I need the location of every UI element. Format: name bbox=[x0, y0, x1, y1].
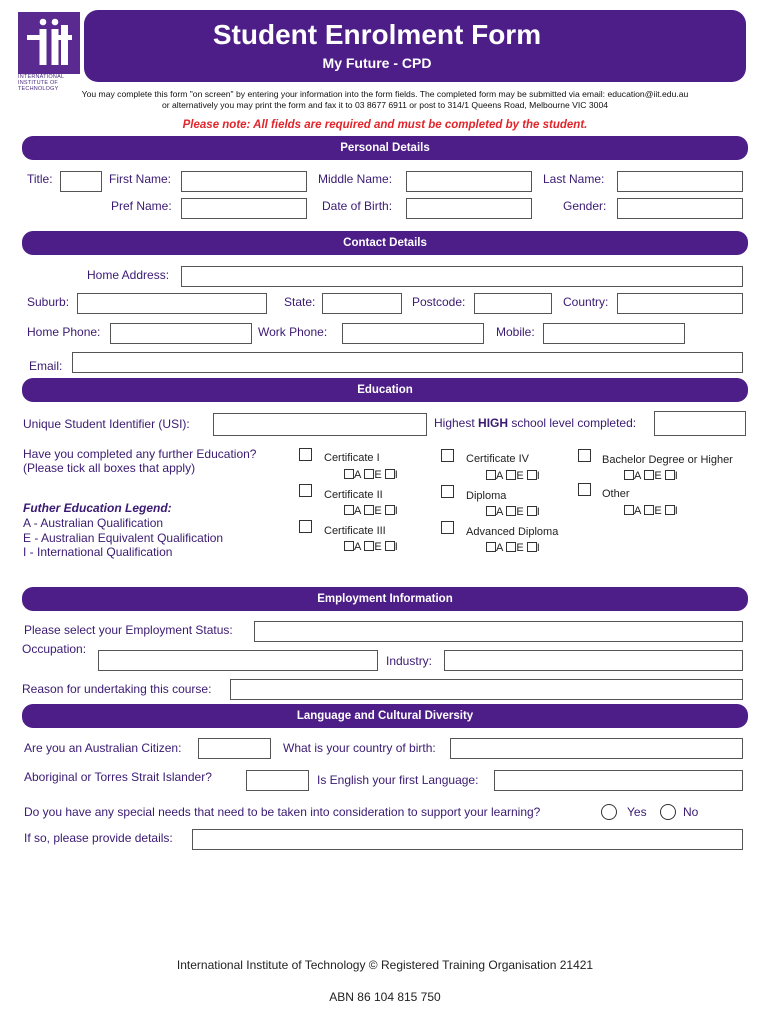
suburb-label: Suburb: bbox=[27, 295, 70, 309]
reason-label: Reason for undertaking this course: bbox=[22, 682, 212, 696]
diploma-origin: A E I bbox=[486, 506, 543, 518]
industry-field[interactable] bbox=[444, 650, 743, 671]
bachelor-i-checkbox[interactable] bbox=[665, 470, 675, 480]
adv-diploma-e-checkbox[interactable] bbox=[506, 542, 516, 552]
logo-mark bbox=[18, 12, 80, 74]
occupation-field[interactable] bbox=[98, 650, 378, 671]
form-subtitle: My Future - CPD bbox=[322, 55, 432, 71]
diploma-label: Diploma bbox=[466, 490, 507, 502]
occupation-label: Occupation: bbox=[22, 642, 87, 656]
section-education: Education bbox=[22, 378, 748, 402]
details-label: If so, please provide details: bbox=[24, 831, 173, 845]
other-a-checkbox[interactable] bbox=[624, 505, 634, 515]
dob-label: Date of Birth: bbox=[322, 199, 393, 213]
section-contact-details: Contact Details bbox=[22, 231, 748, 255]
bachelor-e-checkbox[interactable] bbox=[644, 470, 654, 480]
middle-name-label: Middle Name: bbox=[318, 172, 393, 186]
dob-field[interactable] bbox=[406, 198, 532, 219]
reason-field[interactable] bbox=[230, 679, 743, 700]
cert1-checkbox[interactable] bbox=[299, 448, 312, 461]
work-phone-label: Work Phone: bbox=[258, 325, 328, 339]
cert2-e-checkbox[interactable] bbox=[364, 505, 374, 515]
birth-country-label: What is your country of birth: bbox=[283, 741, 436, 755]
other-label: Other bbox=[602, 488, 630, 500]
iit-logo bbox=[18, 12, 78, 92]
details-field[interactable] bbox=[192, 829, 743, 850]
cert4-e-checkbox[interactable] bbox=[506, 470, 516, 480]
first-name-label: First Name: bbox=[109, 172, 172, 186]
intro-line-1: You may complete this form "on screen" by entering your information into the form fields. The completed form may be submitted via email: education@iit.edu.au bbox=[81, 89, 689, 99]
cert1-origin: A E I bbox=[344, 469, 401, 481]
cert4-a-checkbox[interactable] bbox=[486, 470, 496, 480]
cert4-i-checkbox[interactable] bbox=[527, 470, 537, 480]
home-address-label: Home Address: bbox=[87, 268, 170, 282]
country-label: Country: bbox=[563, 295, 609, 309]
pref-name-label: Pref Name: bbox=[111, 199, 172, 213]
further-education-question: Have you completed any further Education? bbox=[23, 447, 257, 461]
cert3-a-checkbox[interactable] bbox=[344, 541, 354, 551]
adv-diploma-a-checkbox[interactable] bbox=[486, 542, 496, 552]
mobile-field[interactable] bbox=[543, 323, 685, 344]
section-employment: Employment Information bbox=[22, 587, 748, 611]
gender-field[interactable] bbox=[617, 198, 743, 219]
highest-school-label: Highest HIGH school level completed: bbox=[434, 416, 637, 430]
cert1-a-checkbox[interactable] bbox=[344, 469, 354, 479]
cert1-label: Certificate I bbox=[324, 452, 380, 464]
aboriginal-label: Aboriginal or Torres Strait Islander? bbox=[24, 770, 212, 784]
cert3-label: Certificate III bbox=[324, 525, 386, 537]
section-personal-details: Personal Details bbox=[22, 136, 748, 160]
english-first-field[interactable] bbox=[494, 770, 743, 791]
first-name-field[interactable] bbox=[181, 171, 307, 192]
logo-text: INTERNATIONAL INSTITUTE OF TECHNOLOGY bbox=[18, 74, 64, 92]
last-name-field[interactable] bbox=[617, 171, 743, 192]
further-education-hint: (Please tick all boxes that apply) bbox=[23, 461, 196, 475]
middle-name-field[interactable] bbox=[406, 171, 532, 192]
employment-status-field[interactable] bbox=[254, 621, 743, 642]
adv-diploma-label: Advanced Diploma bbox=[466, 526, 559, 538]
cert2-origin: A E I bbox=[344, 505, 401, 517]
title-label: Title: bbox=[27, 172, 53, 186]
required-notice: Please note: All fields are required and must be completed by the student. bbox=[182, 119, 588, 131]
special-needs-label: Do you have any special needs that need to be taken into consideration to support your learning? bbox=[24, 805, 541, 819]
gender-label: Gender: bbox=[563, 199, 607, 213]
cert4-origin: A E I bbox=[486, 470, 543, 482]
cert2-a-checkbox[interactable] bbox=[344, 505, 354, 515]
cert3-i-checkbox[interactable] bbox=[385, 541, 395, 551]
cert1-e-checkbox[interactable] bbox=[364, 469, 374, 479]
special-needs-yes-radio[interactable] bbox=[601, 804, 617, 820]
usi-field[interactable] bbox=[213, 413, 427, 436]
email-label: Email: bbox=[29, 359, 63, 373]
bachelor-label: Bachelor Degree or Higher bbox=[602, 454, 733, 466]
adv-diploma-origin: A E I bbox=[486, 542, 543, 554]
cert4-label: Certificate IV bbox=[466, 453, 529, 465]
no-label: No bbox=[683, 805, 699, 819]
legend-i: I - International Qualification bbox=[23, 545, 173, 559]
state-label: State: bbox=[284, 295, 316, 309]
country-field[interactable] bbox=[617, 293, 743, 314]
cert1-i-checkbox[interactable] bbox=[385, 469, 395, 479]
yes-label: Yes bbox=[627, 805, 647, 819]
section-language: Language and Cultural Diversity bbox=[22, 704, 748, 728]
footer-organisation: International Institute of Technology © Registered Training Organisation 21421 bbox=[176, 958, 594, 972]
intro-line-2: or alternatively you may print the form and fax it to 03 8677 6911 or post to 314/1 Queens Road, Melbourne VIC 3004 bbox=[161, 100, 609, 110]
english-first-label: Is English your first Language: bbox=[317, 773, 479, 787]
adv-diploma-checkbox[interactable] bbox=[441, 521, 454, 534]
home-phone-label: Home Phone: bbox=[27, 325, 101, 339]
state-field[interactable] bbox=[322, 293, 402, 314]
logo-iit-mark-icon bbox=[19, 13, 79, 73]
cert2-i-checkbox[interactable] bbox=[385, 505, 395, 515]
last-name-label: Last Name: bbox=[543, 172, 605, 186]
email-field[interactable] bbox=[72, 352, 743, 373]
cert3-origin: A E I bbox=[344, 541, 401, 553]
other-e-checkbox[interactable] bbox=[644, 505, 654, 515]
highest-school-field[interactable] bbox=[654, 411, 746, 436]
cert2-checkbox[interactable] bbox=[299, 484, 312, 497]
other-origin: A E I bbox=[624, 505, 681, 517]
form-title: Student Enrolment Form bbox=[212, 19, 542, 50]
pref-name-field[interactable] bbox=[181, 198, 307, 219]
diploma-i-checkbox[interactable] bbox=[527, 506, 537, 516]
other-checkbox[interactable] bbox=[578, 483, 591, 496]
cert3-e-checkbox[interactable] bbox=[364, 541, 374, 551]
bachelor-a-checkbox[interactable] bbox=[624, 470, 634, 480]
legend-title: Futher Education Legend: bbox=[23, 501, 172, 515]
postcode-field[interactable] bbox=[474, 293, 552, 314]
industry-label: Industry: bbox=[386, 654, 433, 668]
suburb-field[interactable] bbox=[77, 293, 267, 314]
cert3-checkbox[interactable] bbox=[299, 520, 312, 533]
cert4-checkbox[interactable] bbox=[441, 449, 454, 462]
legend-a: A - Australian Qualification bbox=[23, 516, 164, 530]
mobile-label: Mobile: bbox=[496, 325, 535, 339]
cert2-label: Certificate II bbox=[324, 489, 383, 501]
postcode-label: Postcode: bbox=[412, 295, 466, 309]
employment-status-label: Please select your Employment Status: bbox=[24, 623, 233, 637]
footer-abn: ABN 86 104 815 750 bbox=[329, 990, 441, 1004]
citizen-field[interactable] bbox=[198, 738, 271, 759]
citizen-label: Are you an Australian Citizen: bbox=[24, 741, 182, 755]
work-phone-field[interactable] bbox=[342, 323, 484, 344]
aboriginal-field[interactable] bbox=[246, 770, 309, 791]
adv-diploma-i-checkbox[interactable] bbox=[527, 542, 537, 552]
home-address-field[interactable] bbox=[181, 266, 743, 287]
birth-country-field[interactable] bbox=[450, 738, 743, 759]
diploma-a-checkbox[interactable] bbox=[486, 506, 496, 516]
title-field[interactable] bbox=[60, 171, 102, 192]
legend-e: E - Australian Equivalent Qualification bbox=[23, 531, 224, 545]
diploma-checkbox[interactable] bbox=[441, 485, 454, 498]
diploma-e-checkbox[interactable] bbox=[506, 506, 516, 516]
other-i-checkbox[interactable] bbox=[665, 505, 675, 515]
special-needs-no-radio[interactable] bbox=[660, 804, 676, 820]
usi-label: Unique Student Identifier (USI): bbox=[23, 417, 190, 431]
bachelor-checkbox[interactable] bbox=[578, 449, 591, 462]
bachelor-origin: A E I bbox=[624, 470, 681, 482]
home-phone-field[interactable] bbox=[110, 323, 252, 344]
